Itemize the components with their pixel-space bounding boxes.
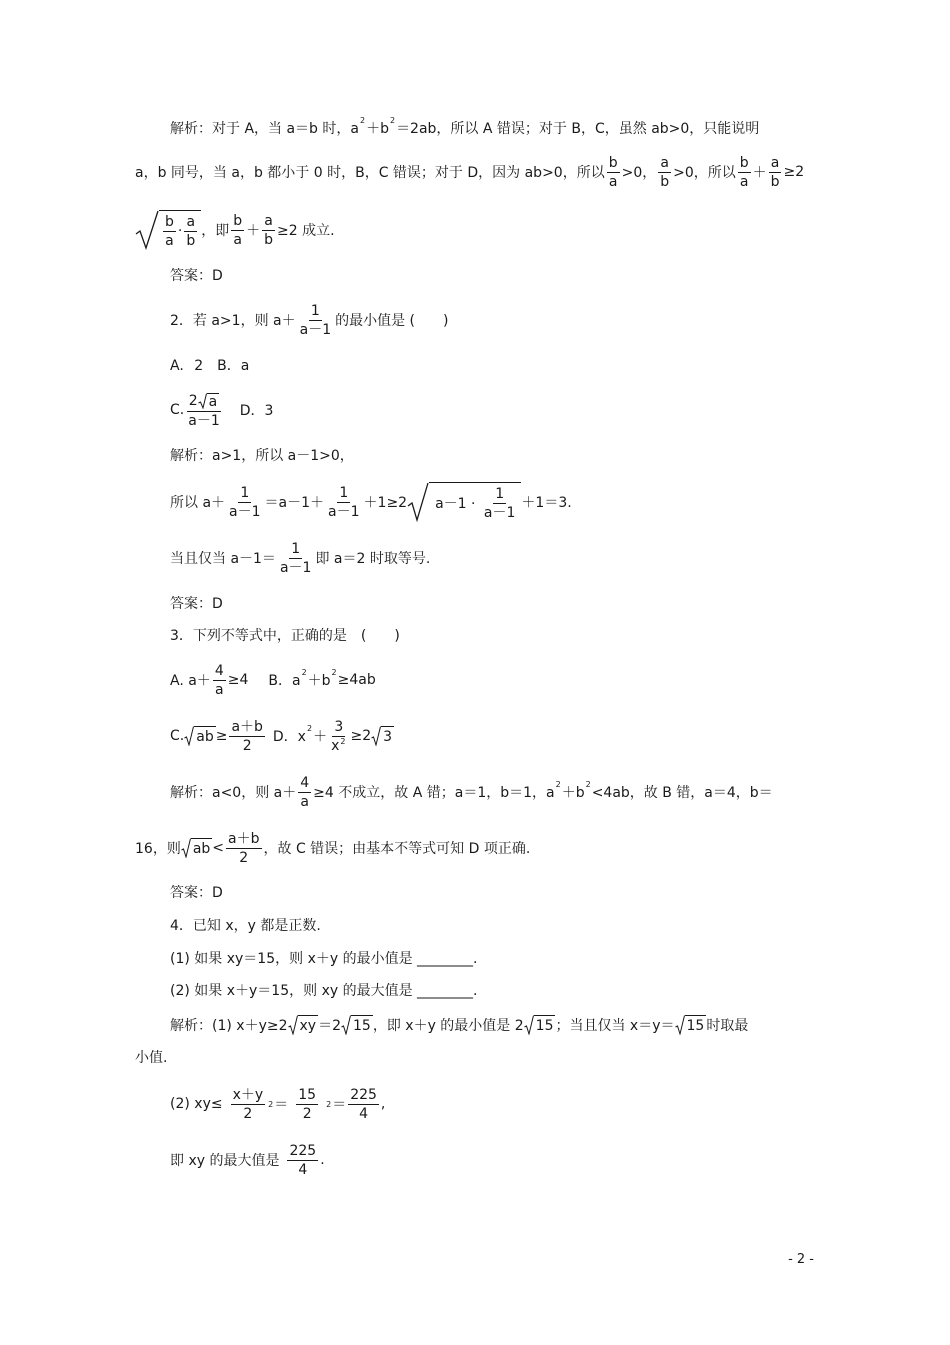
text: ≥2 成立. [277,223,335,239]
q3-options-ab: A. a＋ $\frac{4}{a}$ ≥4 B．a 2 ＋b 2 ≥4ab [170,662,376,698]
q2-sol-line3: 当且仅当 a－1＝ $\frac{1}{a-1}$ 即 a＝2 时取等号. [170,540,431,576]
radical-sign-icon [181,838,191,858]
sqrt-expression: a－1 · $\frac{1}{a-1}$ [407,482,521,522]
sup: 2 [389,115,396,125]
q2-stem: 2．若 a>1，则 a＋ $\frac{1}{a-1}$ 的最小值是 ( ) [170,302,449,338]
text: ，即 [201,223,230,239]
q2-sol-line2: 所以 a＋ $\frac{1}{a-1}$ ＝a－1＋ $\frac{1}{a-1}$ ＋1≥2 a－1 · $\frac{1}{a-1}$ ＋1＝3. [170,482,572,522]
fraction-a-over-b: $\frac{a}{b}$ [770,154,780,190]
text: ＝2ab，所以 A 错误；对于 B，C，虽然 ab>0，只能说明 [396,121,760,137]
q4-stem: 4．已知 x，y 都是正数. [170,918,321,934]
text: ＋ [246,223,261,239]
q4-sol-line1: 解析：(1) x＋y≥2 xy ＝2 15 ，即 x＋y 的最小值是 2 15 ；当且仅当 x＝y＝ 15 时取最 [170,1005,748,1045]
q3-stem: 3．下列不等式中，正确的是 ( ) [170,628,400,644]
fraction-1-over-a-minus-1: $\frac{1}{a-1}$ [299,302,332,338]
fraction-b-over-a: $\frac{b}{a}$ [739,154,749,190]
sol1-line3 [135,210,335,250]
q4-sol-line3: 即 xy 的最大值是 $\frac{225}{4}$ . [170,1142,325,1178]
radical-sign-icon [524,1015,534,1035]
fraction-b-over-a: $\frac{b}{a}$ [608,154,618,190]
sol1-line1 [170,108,759,148]
radical-sign-icon [675,1015,685,1035]
text: ＋ [752,165,767,181]
q2-answer: 答案：D [170,596,223,612]
q2-options-ab: A. 2 B．a [170,358,250,374]
text: a，b 同号，当 a，b 都小于 0 时，B，C 错误；对于 D，因为 ab>0，所以 [135,165,605,181]
q2-sol-line1: 解析：a>1，所以 a－1>0， [170,448,354,464]
fraction-a-over-b: $\frac{a}{b}$ [660,154,670,190]
radical-sign-icon [371,726,381,746]
sol1-line2 [135,152,804,192]
text: ≥2 [783,164,805,180]
page-number: - 2 - [788,1252,814,1267]
radical-sign-icon [407,482,429,522]
radical-sign-icon [184,726,194,746]
q4-sol-line2: (2) xy≤ $\frac{x+y}{2}$ 2 ＝ $\frac{15}{2}$ 2 ＝ $\frac{225}{4}$ , [170,1086,386,1122]
q3-sol-line2: 16，则 ab < $\frac{a+b}{2}$ ，故 C 错误；由基本不等式可知 D 项正确. [135,830,531,866]
q4-sol-line1-cont: 小值. [135,1050,168,1066]
radical-sign-icon [288,1015,298,1035]
q3-sol-line1: 解析：a<0，则 a＋ $\frac{4}{a}$ ≥4 不成立，故 A 错；a＝1，b＝1，a 2 ＋b 2 <4ab，故 B 错，a＝4，b＝ [170,774,773,810]
q3-answer: 答案：D [170,885,223,901]
sol1-answer: 答案：D [170,268,223,284]
q3-options-cd: C. ab ≥ $\frac{a+b}{2}$ D．x 2 ＋ $\frac{3}{x^2}$ ≥2 3 [170,718,393,754]
fraction-b-over-a: $\frac{b}{a}$ [233,212,243,248]
radical-sign-icon [341,1015,351,1035]
sqrt-expression: $\frac{b}{a}$ · $\frac{a}{b}$ [135,210,201,250]
sup: 2 [359,115,366,125]
q2-options-cd: C. 2 a a－1 D．3 [170,392,274,429]
fraction-a-over-b: $\frac{a}{b}$ [264,212,274,248]
fraction-2sqrt-a-over-a-minus-1: 2 a a－1 [188,392,220,429]
radical-sign-icon [198,393,207,409]
text: >0，所以 [673,165,736,181]
q4-part1: (1) 如果 xy＝15，则 x＋y 的最小值是 ________. [170,951,478,967]
radical-sign-icon [135,210,159,250]
text: 解析：对于 A，当 a＝b 时，a [170,121,359,137]
text: >0， [621,165,657,181]
q4-part2: (2) 如果 x＋y＝15，则 xy 的最大值是 ________. [170,983,478,999]
text: ＋b [366,121,389,137]
